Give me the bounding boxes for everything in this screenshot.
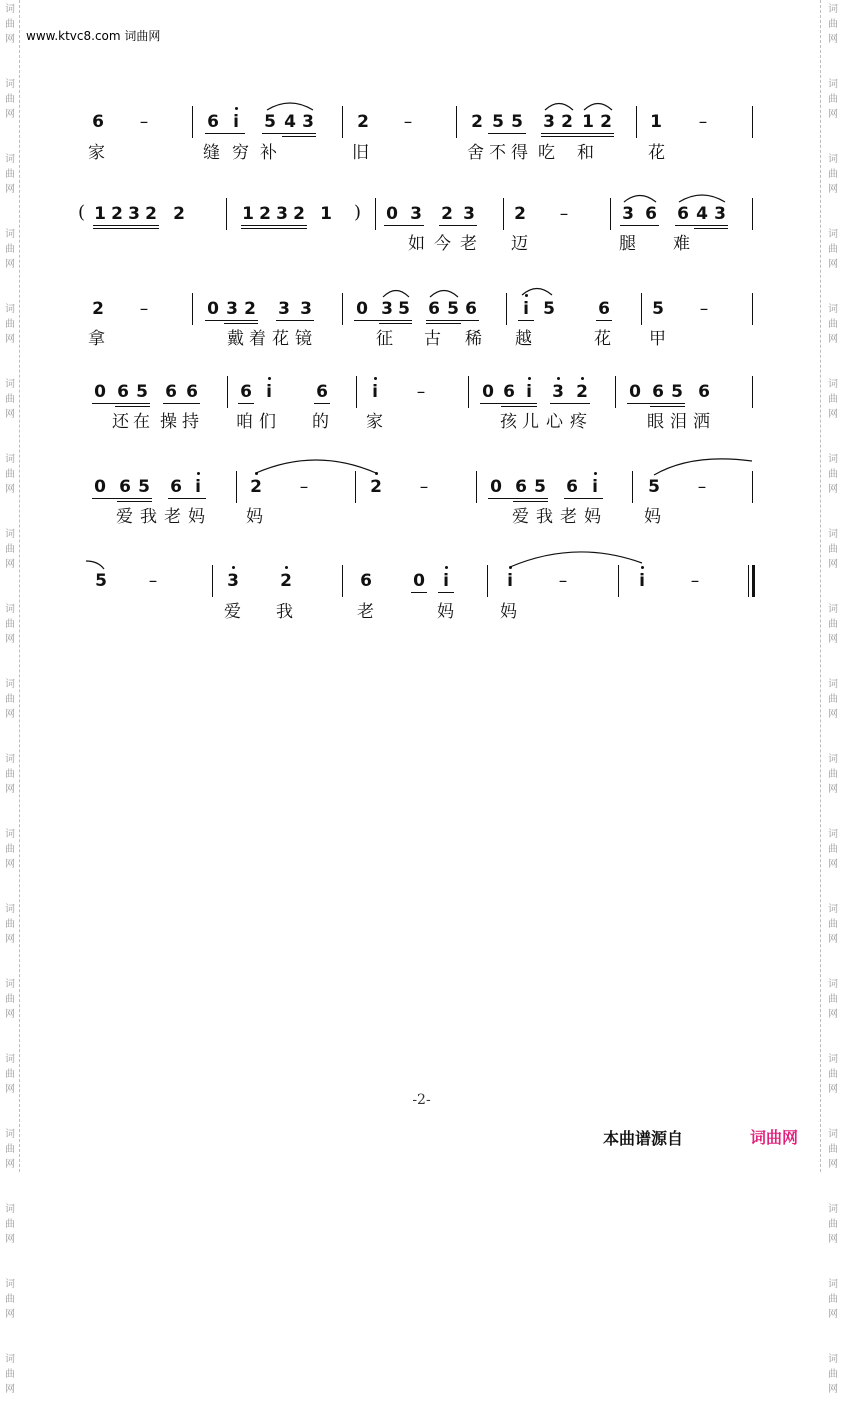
lyric: 还: [112, 412, 129, 432]
lyric: 泪: [670, 412, 687, 432]
barline: [226, 198, 227, 230]
lyric: 花: [648, 143, 665, 163]
note: 2: [441, 204, 453, 224]
note: 6: [170, 477, 182, 497]
note: 5: [492, 112, 504, 132]
barline: [752, 471, 753, 503]
beam: [650, 406, 685, 407]
note: 6: [92, 112, 104, 132]
lyric: 腿: [619, 234, 636, 254]
beam: [224, 323, 258, 324]
lyric: 难: [673, 234, 690, 254]
lyric: 我: [536, 507, 553, 527]
note: i: [443, 571, 449, 591]
note: i: [266, 382, 272, 402]
lyric: 戴: [227, 329, 244, 349]
beam: [694, 228, 728, 229]
note: 6: [316, 382, 328, 402]
slur: [622, 190, 658, 204]
barline: [355, 471, 356, 503]
close-paren: ): [354, 202, 362, 223]
beam: [163, 403, 200, 404]
note: 3: [300, 299, 312, 319]
lyric: 舍: [467, 143, 484, 163]
barline: [476, 471, 477, 503]
lyric: 妈: [437, 602, 454, 622]
lyric: 着: [249, 329, 266, 349]
barline: [342, 293, 343, 325]
lyric: 妈: [500, 602, 517, 622]
lyric: 爱: [116, 507, 133, 527]
lyric: 咱: [236, 412, 253, 432]
lyric: 眼: [647, 412, 664, 432]
beam: [596, 320, 612, 321]
barline: [192, 293, 193, 325]
barline: [610, 198, 611, 230]
note: 4: [696, 204, 708, 224]
beam: [411, 592, 427, 593]
lyric: 花: [272, 329, 289, 349]
note: 6: [465, 299, 477, 319]
note: 6: [119, 477, 131, 497]
note: 5: [138, 477, 150, 497]
note: 6: [165, 382, 177, 402]
note: 6: [698, 382, 710, 402]
note: 2: [293, 204, 305, 224]
note: 5: [671, 382, 683, 402]
barline: [227, 376, 228, 408]
note: 1: [320, 204, 332, 224]
barline: [236, 471, 237, 503]
note: 2: [244, 299, 256, 319]
beam: [426, 320, 479, 321]
note: 1: [242, 204, 254, 224]
note: 0: [482, 382, 494, 402]
lyric: 老: [357, 602, 374, 622]
note: i: [592, 477, 598, 497]
note: 3: [276, 204, 288, 224]
octave-dot: [528, 377, 531, 380]
note: 6: [645, 204, 657, 224]
note: i: [233, 112, 239, 132]
lyric: 如: [408, 234, 425, 254]
lyric: 花: [594, 329, 611, 349]
note: 3: [543, 112, 555, 132]
slur: [381, 285, 411, 299]
note: 0: [207, 299, 219, 319]
note: 6: [117, 382, 129, 402]
lyric: 孩: [500, 412, 517, 432]
lyric: 的: [312, 412, 329, 432]
beam: [354, 320, 412, 321]
beam: [282, 136, 316, 137]
beam: [205, 133, 245, 134]
beam: [262, 133, 316, 134]
octave-dot: [285, 566, 288, 569]
note-dash: –: [139, 112, 149, 132]
lyric: 缝: [203, 143, 220, 163]
left-watermark-strip: 词 曲 网 词 曲 网 词 曲 网 词 曲 网 词 曲 网 词 曲 网 词 曲 网 词 曲 网 词 曲 网 词 曲 网 词 曲 网 词 曲 网 词 曲 网 词 曲 网 词 曲 网 词 曲 网 词 曲 网 词 曲 网 词 曲 网: [5, 4, 15, 1395]
note: 2: [561, 112, 573, 132]
note: 3: [463, 204, 475, 224]
note: 2: [357, 112, 369, 132]
slur: [652, 459, 754, 477]
note: 2: [145, 204, 157, 224]
barline: [468, 376, 469, 408]
barline: [192, 106, 193, 138]
note: 5: [136, 382, 148, 402]
lyric: 补: [260, 143, 277, 163]
note: 0: [94, 382, 106, 402]
left-margin-line: [19, 0, 20, 1172]
lyric: 洒: [693, 412, 710, 432]
right-watermark-strip: 词 曲 网 词 曲 网 词 曲 网 词 曲 网 词 曲 网 词 曲 网 词 曲 网 词 曲 网 词 曲 网 词 曲 网 词 曲 网 词 曲 网 词 曲 网 词 曲 网 词 曲 网 词 曲 网 词 曲 网 词 曲 网 词 曲 网: [828, 4, 838, 1395]
lyric: 古: [424, 329, 441, 349]
right-margin-line: [820, 0, 821, 1172]
note-dash: –: [148, 571, 158, 591]
note-dash: –: [403, 112, 413, 132]
beam: [627, 403, 685, 404]
slur: [677, 190, 727, 204]
lyric: 吃: [538, 143, 555, 163]
note: 3: [410, 204, 422, 224]
barline: [641, 293, 642, 325]
note: 5: [511, 112, 523, 132]
note-dash: –: [559, 204, 569, 224]
note: i: [523, 299, 529, 319]
note: 1: [94, 204, 106, 224]
note-dash: –: [299, 477, 309, 497]
slur: [582, 98, 614, 112]
barline: [752, 376, 753, 408]
lyric: 迈: [511, 234, 528, 254]
beam: [488, 133, 526, 134]
barline: [342, 565, 343, 597]
lyric: 旧: [352, 143, 369, 163]
slur: [254, 455, 378, 475]
note: 5: [648, 477, 660, 497]
barline: [632, 471, 633, 503]
page-number: -2-: [412, 1092, 431, 1108]
note: 3: [714, 204, 726, 224]
lyric: 老: [460, 234, 477, 254]
note-dash: –: [139, 299, 149, 319]
beam: [439, 225, 477, 226]
note: 3: [622, 204, 634, 224]
open-paren: (: [78, 202, 86, 223]
lyric: 和: [577, 143, 594, 163]
note: i: [526, 382, 532, 402]
note-dash: –: [699, 299, 709, 319]
beam: [93, 225, 159, 226]
note: 0: [356, 299, 368, 319]
note: 6: [207, 112, 219, 132]
slur: [508, 549, 644, 569]
note: 0: [413, 571, 425, 591]
lyric: 拿: [88, 329, 105, 349]
beam: [168, 498, 206, 499]
note: 3: [226, 299, 238, 319]
note: 1: [582, 112, 594, 132]
barline: [487, 565, 488, 597]
lyric: 老: [560, 507, 577, 527]
note: 5: [534, 477, 546, 497]
note: 1: [650, 112, 662, 132]
note: 2: [471, 112, 483, 132]
note: 6: [503, 382, 515, 402]
lyric: 爱: [224, 602, 241, 622]
beam: [205, 320, 258, 321]
beam: [314, 403, 330, 404]
lyric: 今: [434, 234, 451, 254]
note: 6: [428, 299, 440, 319]
note: 2: [259, 204, 271, 224]
slur: [86, 559, 106, 571]
lyric: 越: [515, 329, 532, 349]
lyric: 爱: [512, 507, 529, 527]
barline: [618, 565, 619, 597]
beam: [513, 501, 548, 502]
note: 6: [515, 477, 527, 497]
beam: [541, 136, 614, 137]
beam: [92, 403, 150, 404]
slur: [265, 98, 315, 112]
source-label: 本曲谱源自: [603, 1129, 684, 1148]
lyric: 心: [546, 412, 563, 432]
beam: [550, 403, 590, 404]
brand-link[interactable]: 词曲网: [750, 1128, 799, 1147]
lyric: 持: [182, 412, 199, 432]
note: 6: [186, 382, 198, 402]
barline: [212, 565, 213, 597]
barline: [356, 376, 357, 408]
barline: [752, 293, 753, 325]
note: 5: [95, 571, 107, 591]
note: 4: [284, 112, 296, 132]
beam: [480, 403, 537, 404]
beam: [93, 228, 159, 229]
note: 5: [652, 299, 664, 319]
lyric: 甲: [649, 329, 666, 349]
lyric: 妈: [584, 507, 601, 527]
barline: [456, 106, 457, 138]
note: 6: [652, 382, 664, 402]
beam: [438, 592, 454, 593]
note: 5: [447, 299, 459, 319]
note-dash: –: [558, 571, 568, 591]
beam: [241, 228, 307, 229]
lyric: 妈: [188, 507, 205, 527]
note: 0: [386, 204, 398, 224]
barline: [752, 106, 753, 138]
lyric: 在: [133, 412, 150, 432]
note: 0: [629, 382, 641, 402]
lyric: 疼: [570, 412, 587, 432]
octave-dot: [594, 472, 597, 475]
lyric: 稀: [465, 329, 482, 349]
barline: [636, 106, 637, 138]
beam: [384, 225, 424, 226]
note: 6: [566, 477, 578, 497]
beam: [564, 498, 603, 499]
octave-dot: [232, 566, 235, 569]
octave-dot: [197, 472, 200, 475]
beam: [115, 406, 150, 407]
lyric: 征: [376, 329, 393, 349]
lyric: 妈: [246, 507, 263, 527]
note-dash: –: [416, 382, 426, 402]
barline: [375, 198, 376, 230]
note: 6: [360, 571, 372, 591]
note: 5: [398, 299, 410, 319]
lyric: 得: [511, 143, 528, 163]
note: 3: [227, 571, 239, 591]
note: i: [639, 571, 645, 591]
note: 3: [278, 299, 290, 319]
note: 2: [111, 204, 123, 224]
lyric: 操: [160, 412, 177, 432]
beam: [117, 501, 152, 502]
octave-dot: [557, 377, 560, 380]
lyric: 老: [164, 507, 181, 527]
note: 6: [598, 299, 610, 319]
beam: [426, 323, 461, 324]
note: 2: [92, 299, 104, 319]
note: 3: [128, 204, 140, 224]
octave-dot: [581, 377, 584, 380]
note: 5: [543, 299, 555, 319]
note: 3: [552, 382, 564, 402]
beam: [675, 225, 728, 226]
beam: [501, 406, 537, 407]
note: 2: [514, 204, 526, 224]
note-dash: –: [690, 571, 700, 591]
lyric: 我: [140, 507, 157, 527]
lyric: 们: [259, 412, 276, 432]
beam: [541, 133, 614, 134]
beam: [379, 323, 412, 324]
note: 0: [94, 477, 106, 497]
slur: [428, 285, 460, 299]
note: i: [195, 477, 201, 497]
beam: [518, 320, 534, 321]
note-dash: –: [697, 477, 707, 497]
barline: [615, 376, 616, 408]
barline: [506, 293, 507, 325]
lyric: 我: [276, 602, 293, 622]
note: 2: [250, 477, 262, 497]
barline: [752, 198, 753, 230]
beam: [488, 498, 548, 499]
note: 5: [264, 112, 276, 132]
octave-dot: [268, 377, 271, 380]
note: 6: [240, 382, 252, 402]
lyric: 镜: [295, 329, 312, 349]
octave-dot: [375, 472, 378, 475]
beam: [620, 225, 659, 226]
lyric: 儿: [522, 412, 539, 432]
slur: [543, 98, 575, 112]
note: 0: [490, 477, 502, 497]
beam: [238, 403, 254, 404]
note: 2: [370, 477, 382, 497]
note-dash: –: [698, 112, 708, 132]
lyric: 家: [366, 412, 383, 432]
lyric: 妈: [644, 507, 661, 527]
octave-dot: [374, 377, 377, 380]
lyric: 家: [88, 143, 105, 163]
note: 6: [677, 204, 689, 224]
site-header: www.ktvc8.com 词曲网: [26, 29, 161, 43]
octave-dot: [235, 107, 238, 110]
note: 3: [302, 112, 314, 132]
beam: [241, 225, 307, 226]
octave-dot: [641, 566, 644, 569]
note: 2: [600, 112, 612, 132]
octave-dot: [445, 566, 448, 569]
barline: [342, 106, 343, 138]
barline: [503, 198, 504, 230]
final-barline-thick: [752, 565, 755, 597]
beam: [276, 320, 314, 321]
note-dash: –: [419, 477, 429, 497]
final-barline-thin: [748, 565, 749, 597]
note: i: [507, 571, 513, 591]
note: 2: [280, 571, 292, 591]
slur: [520, 283, 554, 297]
lyric: 穷: [232, 143, 249, 163]
note: 2: [576, 382, 588, 402]
beam: [92, 498, 152, 499]
lyric: 不: [489, 143, 506, 163]
note: 3: [381, 299, 393, 319]
note: 2: [173, 204, 185, 224]
note: i: [372, 382, 378, 402]
